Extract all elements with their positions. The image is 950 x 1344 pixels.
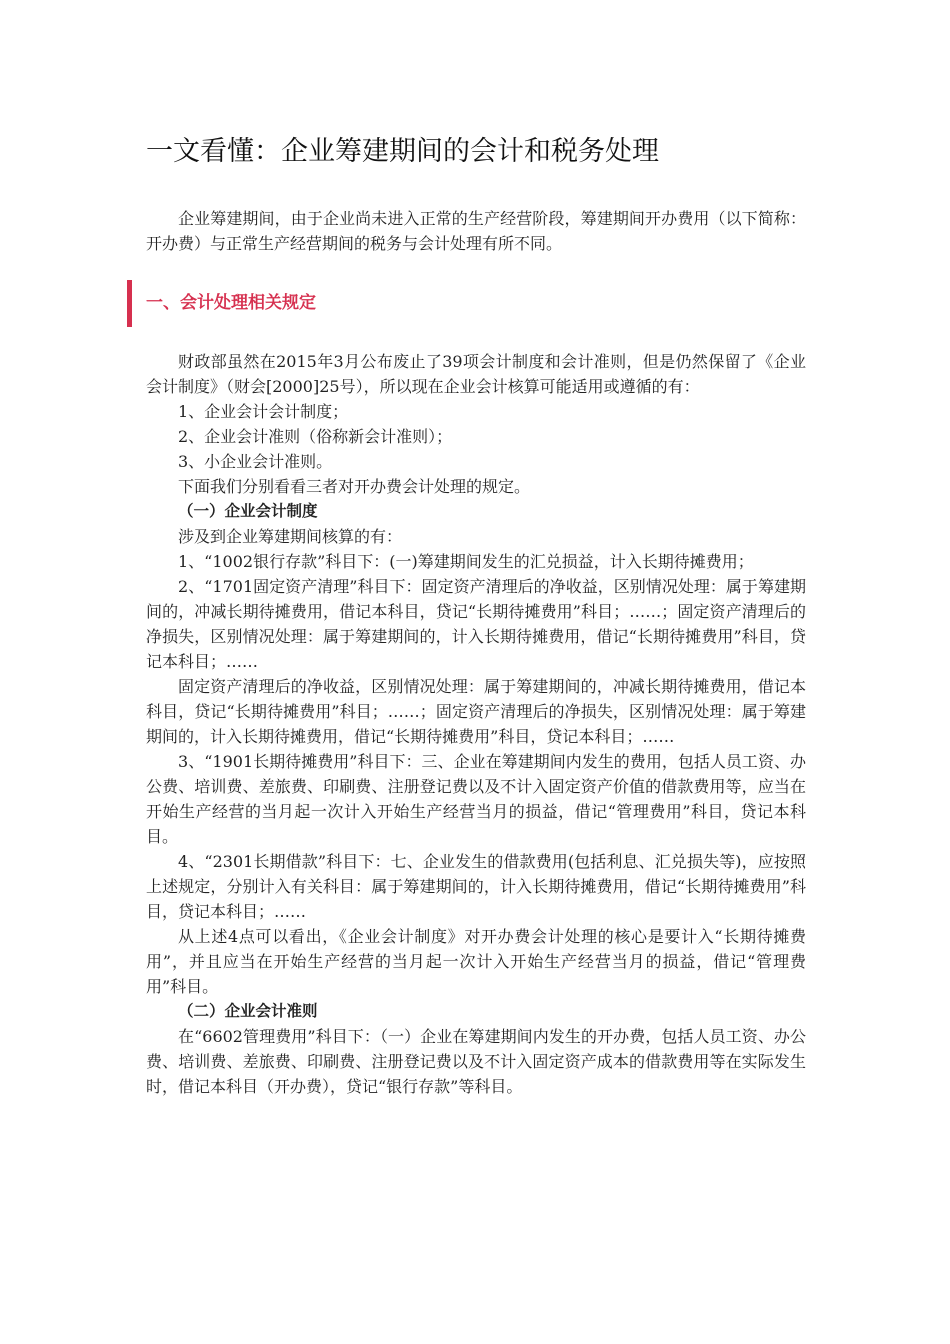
list-item: 3、小企业会计准则。 [178,452,333,471]
page-title: 一文看懂：企业筹建期间的会计和税务处理 [146,136,659,167]
paragraph: 涉及到企业筹建期间核算的有： [178,527,403,546]
section-title: 一、会计处理相关规定 [146,293,316,313]
list-item: 3、“1901长期待摊费用”科目下：三、企业在筹建期间内发生的费用，包括人员工资、办公费、培训费、差旅费、印刷费、注册登记费以及不计入固定资产价值的借款费用等，应当在开始生产经营的当月起一次计入开始生产经营当月的损益，借记“管理费用”科目，贷记本科目。 [146,752,806,846]
intro-paragraph: 企业筹建期间，由于企业尚未进入正常的生产经营阶段，筹建期间开办费用（以下简称：开办费）与正常生产经营期间的税务与会计处理有所不同。 [146,209,806,253]
list-item: 1、“1002银行存款”科目下：(一)筹建期间发生的汇兑损益，计入长期待摊费用； [178,552,754,571]
intro-block [146,206,806,256]
section-heading [127,280,527,327]
main-content [146,349,806,1099]
list-item: 1、企业会计会计制度； [178,402,349,421]
paragraph: 财政部虽然在2015年3月公布废止了39项会计制度和会计准则，但是仍然保留了《企业会计制度》（财会[2000]25号），所以现在企业会计核算可能适用或遵循的有： [146,352,806,396]
paragraph: 下面我们分别看看三者对开办费会计处理的规定。 [178,477,531,496]
paragraph: 从上述4点可以看出，《企业会计制度》对开办费会计处理的核心是要计入“长期待摊费用”，并且应当在开始生产经营的当月起一次计入开始生产经营当月的损益，借记“管理费用”科目。 [146,927,806,996]
list-item: 2、“1701固定资产清理”科目下：固定资产清理后的净收益，区别情况处理：属于筹建期间的，冲减长期待摊费用，借记本科目，贷记“长期待摊费用”科目；……；固定资产清理后的净损失，区别情况处理：属于筹建期间的，计入长期待摊费用，借记“长期待摊费用”科目，贷记本科目；…… [146,577,806,671]
paragraph: 固定资产清理后的净收益，区别情况处理：属于筹建期间的，冲减长期待摊费用，借记本科目，贷记“长期待摊费用”科目；……；固定资产清理后的净损失，区别情况处理：属于筹建期间的，计入长期待摊费用，借记“长期待摊费用”科目，贷记本科目；…… [146,677,806,746]
list-item: 2、企业会计准则（俗称新会计准则）； [178,427,453,446]
list-item: 4、“2301长期借款”科目下：七、企业发生的借款费用(包括利息、汇兑损失等)，应按照上述规定，分别计入有关科目：属于筹建期间的，计入长期待摊费用，借记“长期待摊费用”科目，贷记本科目；…… [146,852,806,921]
paragraph: 在“6602管理费用”科目下：（一）企业在筹建期间内发生的开办费，包括人员工资、办公费、培训费、差旅费、印刷费、注册登记费以及不计入固定资产成本的借款费用等在实际发生时，借记本科目（开办费），贷记“银行存款”等科目。 [146,1027,806,1096]
subsection-heading: （二）企业会计准则 [178,1002,318,1020]
section-accent-bar [127,280,132,327]
subsection-heading: （一）企业会计制度 [178,502,318,520]
